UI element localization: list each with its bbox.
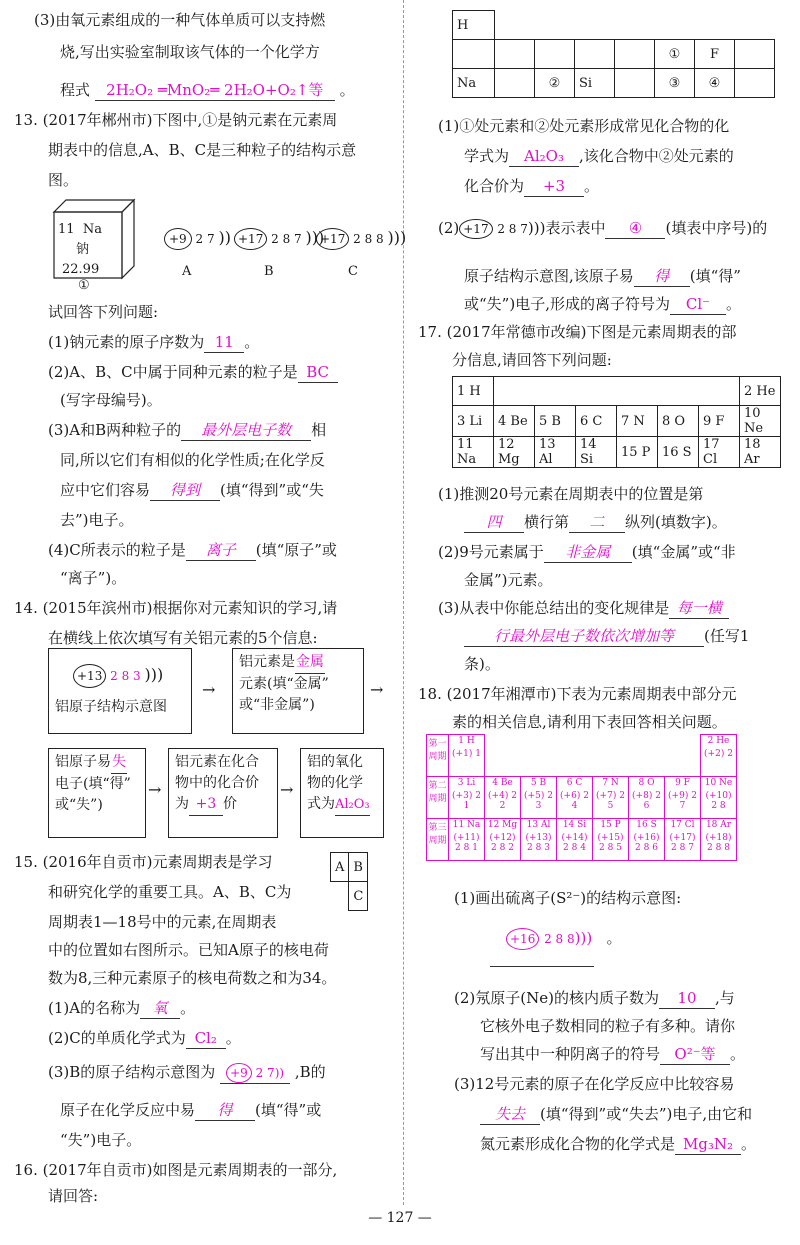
q13-q1-text: (1)钠元素的原子序数为 bbox=[48, 333, 205, 351]
atom-C bbox=[316, 228, 406, 249]
q13-q3-line2: 同,所以它们有相似的化学性质;在化学反 bbox=[60, 451, 325, 469]
q18-q3-answer2: Mg₃N₂ bbox=[675, 1134, 741, 1155]
q18-element-symbol: 15 P bbox=[600, 820, 621, 830]
grid-B: B bbox=[349, 853, 368, 882]
atom-A-label: A bbox=[182, 264, 192, 279]
q18-q2-line1 bbox=[454, 988, 735, 1009]
q18-element-structure: (+1) 1 bbox=[452, 749, 481, 759]
column-divider bbox=[403, 0, 404, 1205]
q18-element-structure: (+5) 2 3 bbox=[524, 791, 553, 811]
shell-arcs: ))) bbox=[387, 228, 407, 247]
q18-q1-text: (1)画出硫离子(S²⁻)的结构示意图: bbox=[454, 889, 682, 907]
q15-q3-line2b: (填“得”或 bbox=[255, 1101, 322, 1119]
q18-q3-suffix: 。 bbox=[741, 1135, 757, 1153]
atom-C-nucleus: +17 bbox=[316, 228, 349, 250]
q15-q3-line2 bbox=[60, 1100, 321, 1121]
q17-q3-line3: 条)。 bbox=[464, 655, 500, 673]
q12-line3 bbox=[60, 80, 355, 101]
q18-element-cell bbox=[557, 819, 593, 861]
q16-q1-line3a: 化合价为 bbox=[464, 177, 525, 195]
atom-B-shells: 2 8 7 bbox=[271, 232, 302, 246]
cube-mass: 22.99 bbox=[62, 262, 100, 277]
box5-answer: Al₂O₃ bbox=[335, 794, 370, 816]
q17-row3-cell: 18 Ar bbox=[740, 437, 781, 468]
al-nucleus: +13 bbox=[73, 664, 106, 688]
q16-q1-answer2: +3 bbox=[524, 176, 584, 197]
q13-q3-text-b: 相 bbox=[311, 421, 327, 439]
atom-C-shells: 2 8 8 bbox=[353, 232, 384, 246]
q16-q2-answer2: 得 bbox=[634, 266, 690, 287]
q18-element-structure: (+7) 2 5 bbox=[596, 791, 625, 811]
box5-l3a: 式为 bbox=[307, 796, 335, 812]
atom-A-nucleus: +9 bbox=[164, 228, 192, 250]
q17-row3-cell: 16 S bbox=[658, 437, 699, 468]
q18-element-cell bbox=[521, 735, 557, 777]
shell-arcs: ))) bbox=[574, 929, 593, 947]
q18-q2-suffix: 。 bbox=[730, 1045, 746, 1063]
q17-q1-suffix: 纵列(填数字)。 bbox=[625, 513, 727, 531]
page-number: — 127 — bbox=[368, 1210, 432, 1226]
q16-cell-Si: Si bbox=[575, 69, 615, 98]
q17-q3-suffix: (任写1 bbox=[704, 627, 750, 645]
atom-A-shells: 2 7 bbox=[195, 232, 215, 246]
q13-q3-answer2: 得到 bbox=[150, 480, 220, 501]
q14-line2: 在横线上依次填写有关铝元素的5个信息: bbox=[48, 629, 318, 647]
q18-element-cell bbox=[701, 735, 737, 777]
q13-q1-answer: 11 bbox=[204, 332, 244, 353]
q15-line4: 中的位置如右图所示。已知A原子的核电荷 bbox=[48, 941, 329, 959]
q17-q3-line1 bbox=[438, 598, 729, 619]
q18-element-structure: (+12) 2 8 2 bbox=[489, 833, 516, 853]
box4-l3a: 为 bbox=[175, 796, 189, 812]
sulfide-nucleus: +16 bbox=[506, 928, 539, 950]
q18-element-symbol: 17 Cl bbox=[670, 820, 695, 830]
cube-number: 11 bbox=[58, 222, 75, 237]
q16-nucleus: +17 bbox=[459, 219, 492, 239]
q13-q4-suffix: (填“原子”或 bbox=[255, 541, 337, 559]
q13-q4-answer: 离子 bbox=[186, 540, 256, 561]
box2-l3: 或“非金属”) bbox=[239, 697, 315, 713]
q18-element-cell bbox=[593, 735, 629, 777]
q13-q3-text: (3)A和B两种粒子的 bbox=[48, 421, 182, 439]
q17-q3-answer1: 每一横 bbox=[669, 598, 729, 619]
al-shells: 2 8 3 bbox=[110, 669, 141, 683]
q16-q1-line2b: ,该化合物中②处元素的 bbox=[579, 147, 734, 165]
q18-element-cell bbox=[485, 777, 521, 819]
q16-q2-prefix: (2) bbox=[438, 219, 460, 237]
q15-q1-text: (1)A的名称为 bbox=[48, 999, 141, 1017]
q18-element-symbol: 1 H bbox=[458, 736, 475, 746]
q18-element-symbol: 8 O bbox=[638, 778, 655, 788]
q17-q2-answer: 非金属 bbox=[544, 542, 632, 563]
q17-row1-cell bbox=[699, 377, 740, 406]
q18-line2: 素的相关信息,请利用下表回答相关问题。 bbox=[452, 713, 727, 731]
q15-line2: 和研究化学的重要工具。A、B、C为 bbox=[48, 883, 292, 901]
q18-element-cell bbox=[629, 735, 665, 777]
q12-prefix: 程式 bbox=[60, 81, 91, 99]
grid-A: A bbox=[331, 853, 349, 882]
q16-q1-line1: (1)①处元素和②处元素形成常见化合物的化 bbox=[438, 117, 730, 135]
period-label: 第一周期 bbox=[427, 735, 449, 777]
arrow-icon: → bbox=[280, 780, 294, 799]
q17-row2-cell: 8 O bbox=[658, 406, 699, 437]
q18-element-structure: (+2) 2 bbox=[704, 749, 733, 759]
q16-q2-suffix: 。 bbox=[725, 295, 741, 313]
q17-line2: 分信息,请回答下列问题: bbox=[452, 351, 612, 369]
q15-q3-suffix: ,B的 bbox=[294, 1063, 326, 1081]
q13-q3-line3a: 应中它们容易 bbox=[60, 481, 151, 499]
box5-l2: 物的化学 bbox=[307, 775, 363, 791]
q18-element-cell bbox=[521, 777, 557, 819]
q18-q2-line3a: 写出其中一种阴离子的符号 bbox=[480, 1045, 661, 1063]
q17-q1-line1: (1)推测20号元素在周期表中的位置是第 bbox=[438, 485, 704, 503]
q15-line3: 周期表1—18号中的元素,在周期表 bbox=[48, 913, 277, 931]
q18-element-cell bbox=[665, 819, 701, 861]
q17-q3-text: (3)从表中你能总结出的变化规律是 bbox=[438, 599, 670, 617]
q18-q1-diagram bbox=[506, 928, 622, 949]
q16-q2-line1 bbox=[438, 218, 767, 239]
q16-q2-line3 bbox=[464, 294, 741, 315]
q18-element-cell bbox=[449, 819, 485, 861]
q13-q2 bbox=[48, 362, 338, 383]
box3-answer: 失 bbox=[111, 752, 127, 774]
q17-row1-cell: 2 He bbox=[740, 377, 781, 406]
q18-q1-suffix: 。 bbox=[606, 929, 622, 947]
q17-row3-cell: 14 Si bbox=[576, 437, 617, 468]
q18-element-structure: (+4) 2 2 bbox=[488, 791, 517, 811]
q15-q1-answer: 氧 bbox=[140, 998, 180, 1019]
q15-q2-text: (2)C的单质化学式为 bbox=[48, 1029, 186, 1047]
q16-q1-answer1: Al₂O₃ bbox=[509, 146, 579, 167]
q17-row3-cell: 13 Al bbox=[535, 437, 576, 468]
q17-q2-suffix: (填“金属”或“非 bbox=[631, 543, 736, 561]
q13-intro: 试回答下列问题: bbox=[48, 303, 159, 321]
q18-q3-line3a: 氮元素形成化合物的化学式是 bbox=[480, 1135, 676, 1153]
q16-q2-line2 bbox=[464, 266, 741, 287]
q15-q3-line3: “失”)电子。 bbox=[60, 1131, 142, 1149]
cube-name: 钠 bbox=[76, 242, 90, 257]
cube-symbol: Na bbox=[82, 222, 102, 237]
q18-q2-text: (2)氖原子(Ne)的核内质子数为 bbox=[454, 989, 659, 1007]
box2-l1: 铝元素是 bbox=[239, 654, 295, 670]
q13-q4-text: (4)C所表示的粒子是 bbox=[48, 541, 186, 559]
q16-table bbox=[452, 10, 775, 98]
q18-element-cell bbox=[701, 819, 737, 861]
q18-q2-line2: 它核外电子数相同的粒子有多种。请你 bbox=[480, 1017, 736, 1035]
q17-q1-text: 横行第 bbox=[524, 513, 570, 531]
q16-q2-line3a: 或“失”)电子,形成的离子符号为 bbox=[464, 295, 670, 313]
q18-q3-line2b: (填“得到”或“失去”)电子,由它和 bbox=[540, 1105, 753, 1123]
q17-row3-cell: 12 Mg bbox=[494, 437, 535, 468]
shell-arcs: ))) bbox=[527, 219, 546, 237]
box2-answer: 金属 bbox=[295, 652, 325, 674]
q12-suffix: 。 bbox=[339, 81, 355, 99]
box5-l1: 铝的氧化 bbox=[307, 754, 363, 770]
q17-row2-cell: 9 F bbox=[699, 406, 740, 437]
q13-q3-line3b: (填“得到”或“失 bbox=[220, 481, 324, 499]
q15-q1-suffix: 。 bbox=[180, 999, 196, 1017]
q18-element-cell bbox=[521, 819, 557, 861]
q18-q3-line2 bbox=[480, 1104, 752, 1125]
q18-q2-answer2: O²⁻等 bbox=[660, 1044, 730, 1065]
q18-element-symbol: 16 S bbox=[636, 820, 657, 830]
q18-q2-text2: ,与 bbox=[714, 989, 735, 1007]
q13-line3: 图。 bbox=[48, 171, 79, 189]
q13-q3-line1 bbox=[48, 420, 326, 441]
box3-l3: 或“失”) bbox=[55, 797, 103, 813]
q15-line1: 15. (2016年自贡市)元素周期表是学习 bbox=[14, 853, 273, 871]
box4-l3b: 价 bbox=[223, 796, 237, 812]
q18-element-cell bbox=[485, 735, 521, 777]
q15-q2-answer: Cl₂ bbox=[186, 1028, 226, 1049]
q16-q2-answer3: Cl⁻ bbox=[670, 294, 726, 315]
q18-element-symbol: 11 Na bbox=[452, 820, 481, 830]
sulfide-shells: 2 8 8 bbox=[544, 932, 575, 946]
q15-q3-text: (3)B的原子结构示意图为 bbox=[48, 1063, 216, 1081]
q17-row2-cell: 3 Li bbox=[453, 406, 494, 437]
q17-q1-answer2: 二 bbox=[569, 512, 625, 533]
q18-element-symbol: 2 He bbox=[707, 736, 730, 746]
q17-q3-line2 bbox=[464, 626, 749, 647]
q16-cell-1: ① bbox=[655, 40, 695, 69]
q18-element-structure: (+9) 2 7 bbox=[668, 791, 697, 811]
q18-element-symbol: 18 Ar bbox=[705, 820, 732, 830]
q15-q2 bbox=[48, 1028, 241, 1049]
q18-element-symbol: 6 C bbox=[566, 778, 583, 788]
arrow-icon: → bbox=[148, 780, 162, 799]
q18-element-cell bbox=[557, 735, 593, 777]
q17-row3-cell: 15 P bbox=[617, 437, 658, 468]
q18-element-structure: (+16) 2 8 6 bbox=[633, 833, 660, 853]
box3-l1: 铝原子易 bbox=[55, 754, 111, 770]
q17-q1-answer1: 四 bbox=[464, 512, 524, 533]
q17-q2-text: (2)9号元素属于 bbox=[438, 543, 544, 561]
q16-q2-line2a: 原子结构示意图,该原子易 bbox=[464, 267, 634, 285]
q18-element-structure: (+6) 2 4 bbox=[560, 791, 589, 811]
box4-answer: +3 bbox=[189, 794, 223, 816]
q16-cell: H bbox=[453, 11, 495, 40]
q17-row1-cell bbox=[494, 377, 535, 406]
al-caption: 铝原子结构示意图 bbox=[55, 699, 167, 715]
q18-element-symbol: 12 Mg bbox=[487, 820, 518, 830]
arrow-icon: → bbox=[370, 680, 384, 699]
period-label: 第二周期 bbox=[427, 777, 449, 819]
q15-q2-suffix: 。 bbox=[225, 1029, 241, 1047]
q18-element-cell bbox=[629, 819, 665, 861]
q18-element-structure: (+15) 2 8 5 bbox=[597, 833, 624, 853]
q15-q3-diagram bbox=[220, 1063, 290, 1084]
box2-line1 bbox=[239, 652, 357, 674]
q18-q3-text: (3)12号元素的原子在化学反应中比较容易 bbox=[454, 1075, 735, 1093]
q18-element-cell bbox=[593, 819, 629, 861]
q13-q2-answer: BC bbox=[298, 362, 338, 383]
q16-line2: 请回答: bbox=[48, 1187, 99, 1205]
q18-q3-line3 bbox=[480, 1134, 756, 1155]
q13-q2-suffix: (写字母编号)。 bbox=[60, 391, 162, 409]
q16-cell-F: F bbox=[695, 40, 735, 69]
q16-q1-suffix: 。 bbox=[584, 177, 600, 195]
q16-cell-Na: Na bbox=[453, 69, 495, 98]
q18-element-cell bbox=[557, 777, 593, 819]
shell-arcs: )) bbox=[274, 1066, 285, 1080]
q16-q2-text: 表示表中 bbox=[545, 219, 606, 237]
q18-element-cell bbox=[665, 735, 701, 777]
q18-element-cell bbox=[485, 819, 521, 861]
al-atom bbox=[73, 664, 185, 687]
q14-box3 bbox=[48, 748, 146, 838]
q17-line1: 17. (2017年常德市改编)下图是元素周期表的部 bbox=[418, 323, 737, 341]
q18-line1: 18. (2017年湘潭市)下表为元素周期表中部分元 bbox=[418, 685, 737, 703]
atom-C-label: C bbox=[348, 264, 358, 279]
q18-element-cell bbox=[449, 735, 485, 777]
q13-q1 bbox=[48, 332, 259, 353]
q17-row3-cell: 17 Cl bbox=[699, 437, 740, 468]
q18-element-symbol: 10 Ne bbox=[704, 778, 733, 788]
q16-cell-3: ③ bbox=[655, 69, 695, 98]
q17-row2-cell: 5 B bbox=[535, 406, 576, 437]
q18-element-structure: (+10) 2 8 bbox=[705, 791, 732, 811]
q18-element-symbol: 3 Li bbox=[457, 778, 476, 788]
grid-C: C bbox=[349, 882, 368, 911]
q18-element-structure: (+8) 2 6 bbox=[632, 791, 661, 811]
q16-q1-line2a: 学式为 bbox=[464, 147, 510, 165]
q18-element-symbol: 14 Si bbox=[562, 820, 587, 830]
q15-line5: 数为8,三种元素原子的核电荷数之和为34。 bbox=[48, 969, 337, 987]
q18-element-symbol: 4 Be bbox=[492, 778, 513, 788]
atom-A bbox=[164, 228, 231, 249]
q16-q2-line2b: (填“得” bbox=[689, 267, 741, 285]
q17-row1-cell bbox=[658, 377, 699, 406]
q18-element-structure: (+13) 2 8 3 bbox=[525, 833, 552, 853]
q15-grid bbox=[330, 852, 368, 911]
q15-q3-line1 bbox=[48, 1062, 326, 1084]
q14-box4 bbox=[168, 748, 278, 838]
q18-element-structure: (+3) 2 1 bbox=[452, 791, 481, 811]
q14-box1 bbox=[48, 648, 192, 734]
q13-q3-line4: 去”)电子。 bbox=[60, 511, 134, 529]
box4-line3 bbox=[175, 794, 271, 816]
q13-q4-line2: “离子”)。 bbox=[60, 569, 127, 587]
q17-table bbox=[452, 376, 781, 468]
q13-q4 bbox=[48, 540, 337, 561]
q17-q3-answer2: 行最外层电子数依次增加等 bbox=[464, 626, 704, 647]
q18-q3-answer1: 失去 bbox=[480, 1104, 540, 1125]
q18-element-cell bbox=[593, 777, 629, 819]
box3-l2: 电子(填“得” bbox=[55, 776, 131, 792]
q18-element-structure: (+18) 2 8 8 bbox=[705, 833, 732, 853]
q16-cell-4: ④ bbox=[695, 69, 735, 98]
q17-row3-cell: 11 Na bbox=[453, 437, 494, 468]
q16-q2-text2: (填表中序号)的 bbox=[665, 219, 768, 237]
q18-element-symbol: 13 Al bbox=[526, 820, 551, 830]
q18-element-symbol: 5 B bbox=[530, 778, 547, 788]
q15-shells: 2 7 bbox=[255, 1066, 275, 1080]
q16-shells: 2 8 7 bbox=[497, 222, 528, 236]
q14-box5 bbox=[300, 748, 384, 838]
q13-q3-line3 bbox=[60, 480, 324, 501]
q15-nucleus: +9 bbox=[226, 1063, 252, 1083]
shell-arcs: )) bbox=[218, 228, 231, 247]
q18-element-structure: (+17) 2 8 7 bbox=[669, 833, 696, 853]
atom-B-label: B bbox=[264, 264, 274, 279]
q17-row1-cell: 1 H bbox=[453, 377, 494, 406]
q18-element-cell bbox=[665, 777, 701, 819]
box2-l2: 元素(填“金属” bbox=[239, 676, 329, 692]
q13-q1-suffix: 。 bbox=[244, 333, 260, 351]
q17-q2-line2: 金属”)元素。 bbox=[464, 571, 553, 589]
q17-q2-line1 bbox=[438, 542, 736, 563]
q12-line2: 烧,写出实验室制取该气体的一个化学方 bbox=[60, 43, 320, 61]
q18-element-structure: (+14) 2 8 4 bbox=[561, 833, 588, 853]
q18-element-structure: (+11) 2 8 1 bbox=[453, 833, 480, 853]
q16-cell-2: ② bbox=[535, 69, 575, 98]
q18-table bbox=[426, 734, 737, 861]
q16-q2-answer1: ④ bbox=[605, 218, 665, 239]
q13-q3-answer1: 最外层电子数 bbox=[181, 420, 311, 441]
box4-l1: 铝元素在化合 bbox=[175, 754, 259, 770]
q17-row1-cell bbox=[576, 377, 617, 406]
box5-line3 bbox=[307, 794, 377, 816]
q16-q1-line3 bbox=[464, 176, 599, 197]
q13-q2-text: (2)A、B、C中属于同种元素的粒子是 bbox=[48, 363, 298, 381]
q18-q1-underline bbox=[490, 966, 594, 967]
q18-element-symbol: 9 F bbox=[675, 778, 690, 788]
q14-box2 bbox=[232, 648, 364, 734]
q16-line1: 16. (2017年自贡市)如图是元素周期表的一部分, bbox=[14, 1161, 338, 1179]
q15-q1 bbox=[48, 998, 195, 1019]
q17-row1-cell bbox=[617, 377, 658, 406]
q12-line1: (3)由氧元素组成的一种气体单质可以支持燃 bbox=[34, 11, 326, 29]
q18-q2-answer1: 10 bbox=[659, 988, 715, 1009]
q13-line2: 期表中的信息,A、B、C是三种粒子的结构示意 bbox=[48, 141, 357, 159]
q17-row2-cell: 4 Be bbox=[494, 406, 535, 437]
q15-q3-answer: 得 bbox=[195, 1100, 255, 1121]
box4-l2: 物中的化合价 bbox=[175, 775, 259, 791]
q18-element-cell bbox=[449, 777, 485, 819]
q18-element-symbol: 7 N bbox=[602, 778, 619, 788]
q17-row2-cell: 6 C bbox=[576, 406, 617, 437]
shell-arcs: ))) bbox=[305, 228, 325, 247]
q12-answer: 2H₂O₂ ═MnO₂═ 2H₂O+O₂↑等 bbox=[95, 80, 335, 101]
q15-q3-line2a: 原子在化学反应中易 bbox=[60, 1101, 196, 1119]
q16-q1-line2 bbox=[464, 146, 734, 167]
cube-label: ① bbox=[78, 278, 90, 293]
period-label: 第三周期 bbox=[427, 819, 449, 861]
sodium-number bbox=[58, 220, 102, 240]
q17-q1-line2 bbox=[464, 512, 727, 533]
q13-line1: 13. (2017年郴州市)下图中,①是钠元素在元素周 bbox=[14, 111, 338, 129]
q18-element-cell bbox=[701, 777, 737, 819]
arrow-icon: → bbox=[202, 680, 216, 699]
q14-line1: 14. (2015年滨州市)根据你对元素知识的学习,请 bbox=[14, 599, 338, 617]
atom-B bbox=[234, 228, 324, 249]
q18-element-cell bbox=[629, 777, 665, 819]
q18-q2-line3 bbox=[480, 1044, 745, 1065]
shell-arcs: ))) bbox=[144, 665, 164, 684]
q17-row1-cell bbox=[535, 377, 576, 406]
box3-line1 bbox=[55, 752, 139, 774]
q17-row2-cell: 7 N bbox=[617, 406, 658, 437]
atom-B-nucleus: +17 bbox=[234, 228, 267, 250]
q17-row2-cell: 10 Ne bbox=[740, 406, 781, 437]
